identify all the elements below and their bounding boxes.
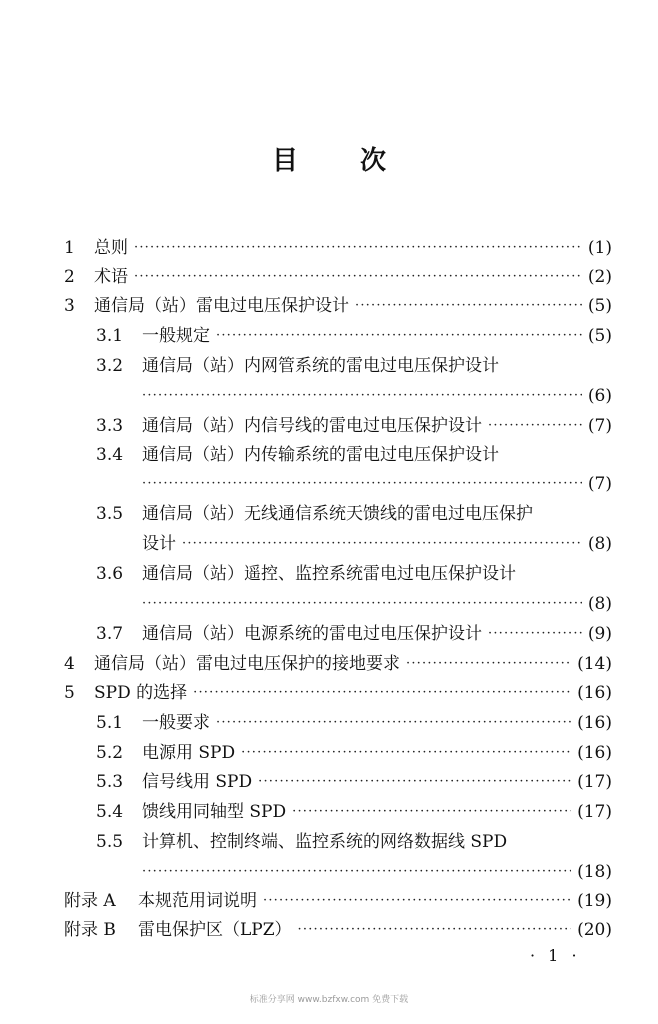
leader-dots: [298, 918, 572, 942]
leader-dots: [258, 770, 571, 794]
toc-entry-5-1[interactable]: 5.1 一般要求 ····· (16): [96, 707, 612, 735]
toc-entry-3[interactable]: 3 通信局（站）雷电过电压保护设计 ····· (5): [64, 290, 612, 318]
toc-entry-3-1[interactable]: 3.1 一般规定 ····· (5): [96, 320, 612, 348]
watermark: 标准分享网 www.bzfxw.com 免费下载: [249, 995, 409, 1005]
toc-entry-4[interactable]: 4 通信局（站）雷电过电压保护的接地要求 ····· (14): [64, 648, 612, 676]
toc-entry-3-2-continuation[interactable]: ····· (6): [142, 380, 612, 408]
toc-entry-3-5-continuation[interactable]: 设计 ····· (8): [142, 528, 612, 556]
toc-entry-appendix-b[interactable]: 附录 B 雷电保护区（LPZ） ····· (20): [64, 914, 612, 942]
toc-entry-5[interactable]: 5 SPD 的选择 ····· (16): [64, 677, 612, 705]
toc-entry-1[interactable]: 1 总则 ····· (1): [64, 232, 612, 260]
leader-dots: [355, 294, 582, 318]
toc-entry-3-4[interactable]: 3.4 通信局（站）内传输系统的雷电过电压保护设计: [96, 445, 499, 465]
leader-dots: [134, 265, 582, 289]
leader-dots: [142, 860, 571, 884]
toc-entry-5-5-continuation[interactable]: ····· (18): [142, 856, 612, 884]
leader-dots: [142, 384, 582, 408]
toc-entry-3-6-continuation[interactable]: ····· (8): [142, 588, 612, 616]
toc-entry-3-6[interactable]: 3.6 通信局（站）遥控、监控系统雷电过电压保护设计: [96, 564, 516, 584]
leader-dots: [488, 622, 582, 646]
toc-entry-3-7[interactable]: 3.7 通信局（站）电源系统的雷电过电压保护设计 ····· (9): [96, 618, 612, 646]
leader-dots: [142, 472, 582, 496]
toc-entry-appendix-a[interactable]: 附录 A 本规范用词说明 ····· (19): [64, 885, 612, 913]
toc-entry-3-2[interactable]: 3.2 通信局（站）内网管系统的雷电过电压保护设计: [96, 356, 499, 376]
toc-entry-3-3[interactable]: 3.3 通信局（站）内信号线的雷电过电压保护设计 ····· (7): [96, 410, 612, 438]
toc-entry-5-3[interactable]: 5.3 信号线用 SPD ····· (17): [96, 766, 612, 794]
leader-dots: [263, 889, 571, 913]
toc-entry-5-2[interactable]: 5.2 电源用 SPD ····· (16): [96, 737, 612, 765]
leader-dots: [193, 681, 571, 705]
leader-dots: [142, 592, 582, 616]
leader-dots: [182, 532, 582, 556]
toc-entry-3-4-continuation[interactable]: ····· (7): [142, 468, 612, 496]
leader-dots: [292, 800, 571, 824]
toc-entry-3-5[interactable]: 3.5 通信局（站）无线通信系统天馈线的雷电过电压保护: [96, 504, 533, 524]
toc-entry-5-4[interactable]: 5.4 馈线用同轴型 SPD ····· (17): [96, 796, 612, 824]
leader-dots: [488, 414, 582, 438]
toc-entry-2[interactable]: 2 术语 ····· (2): [64, 261, 612, 289]
leader-dots: [406, 652, 571, 676]
leader-dots: [216, 711, 571, 735]
page-number: · 1 ·: [530, 946, 581, 965]
leader-dots: [241, 741, 571, 765]
leader-dots: [216, 324, 582, 348]
page-title: 目 次: [271, 146, 387, 176]
toc-entry-5-5[interactable]: 5.5 计算机、控制终端、监控系统的网络数据线 SPD: [96, 832, 508, 852]
leader-dots: [134, 236, 582, 260]
